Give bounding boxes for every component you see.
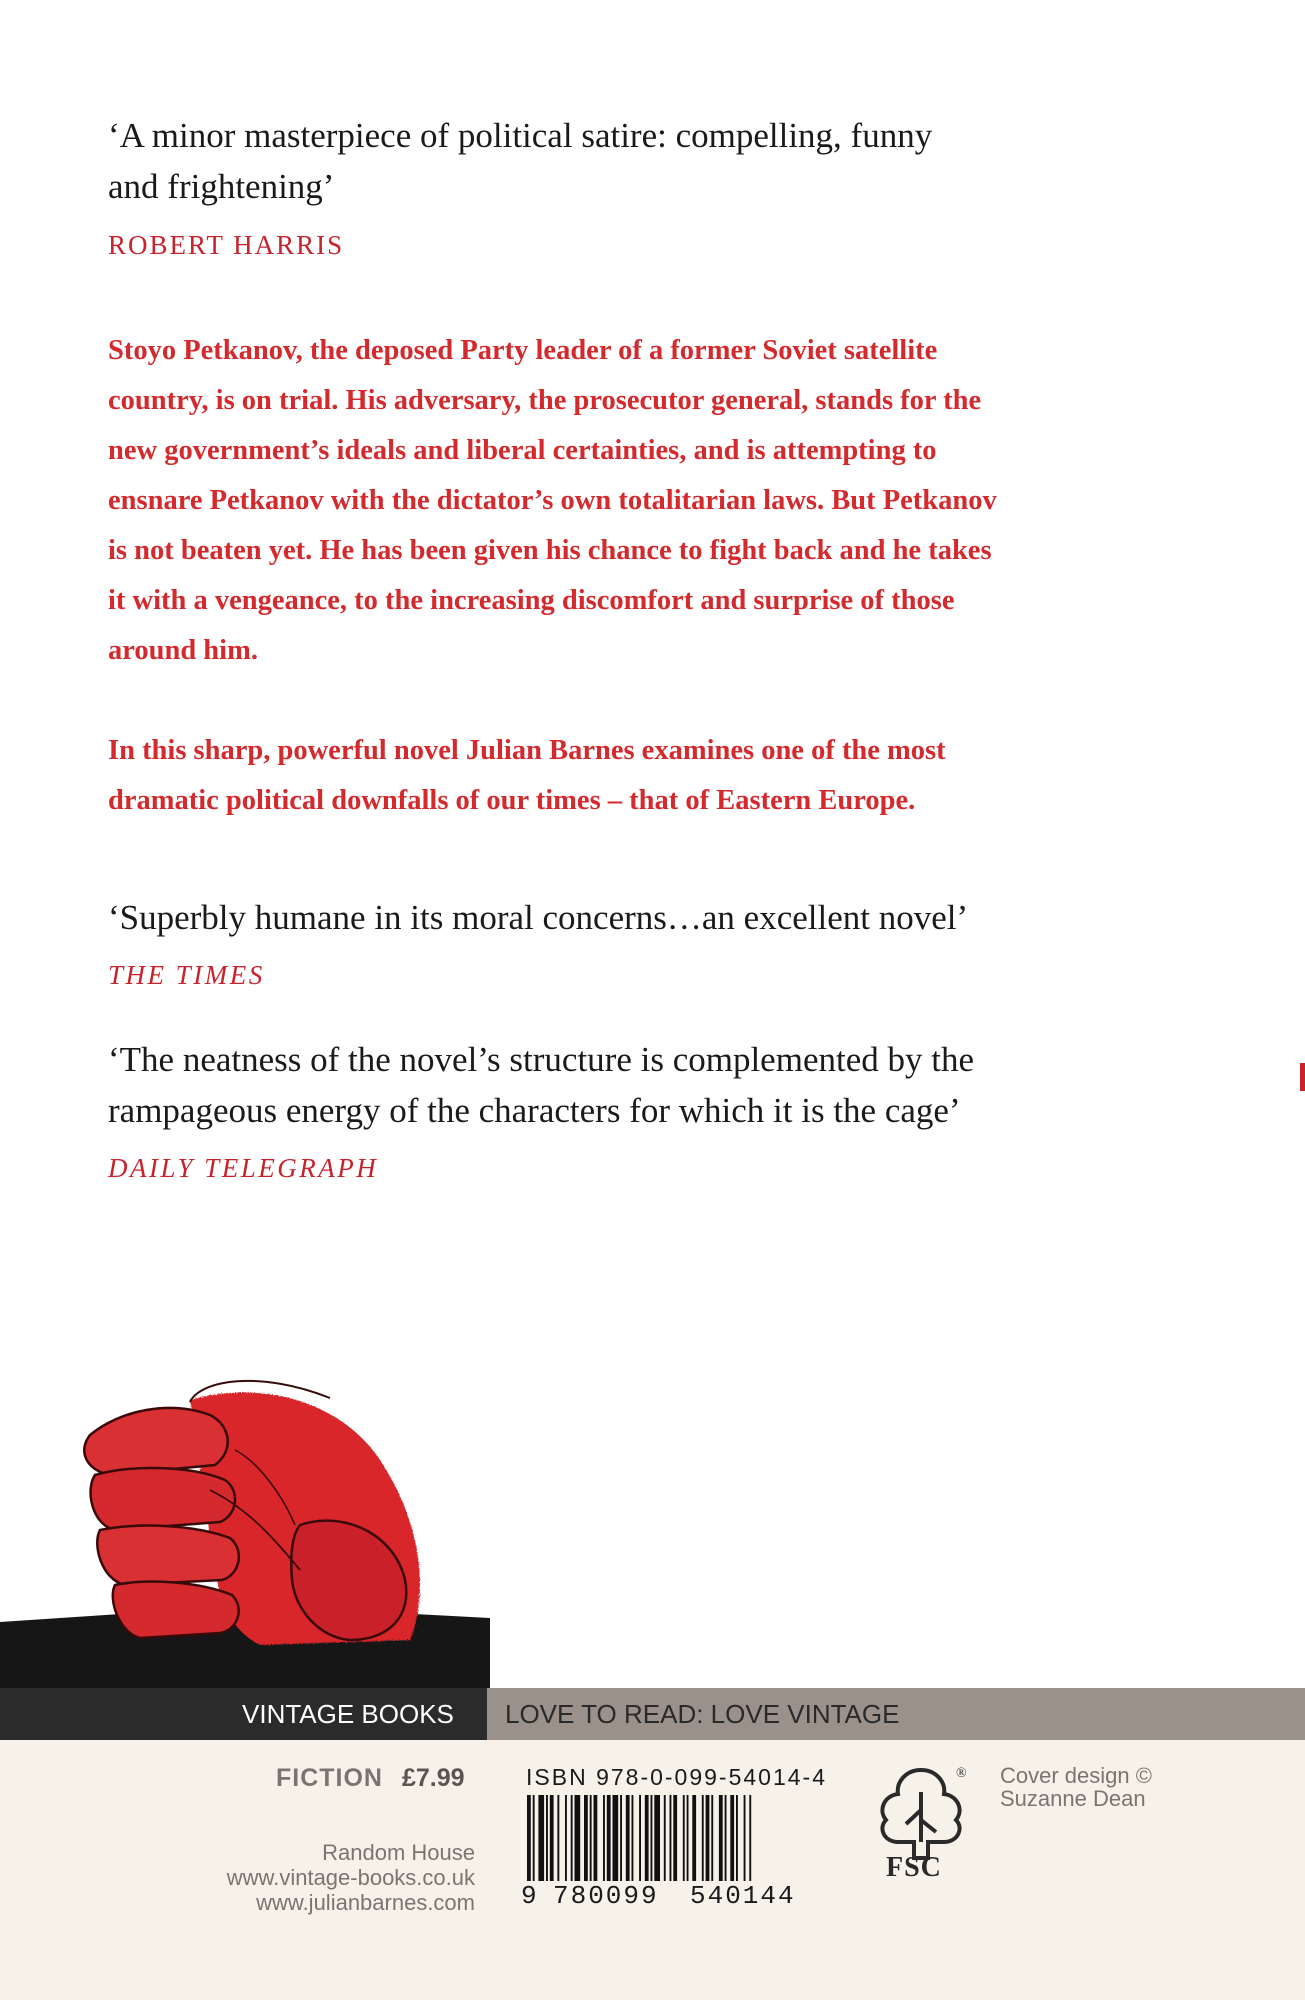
fsc-label: FSC <box>886 1852 942 1883</box>
publisher-website: www.vintage-books.co.uk <box>226 1865 475 1890</box>
quote-source-3: DAILY TELEGRAPH <box>108 1153 379 1183</box>
finger-shape <box>97 1526 239 1585</box>
quote-line: ‘A minor masterpiece of political satire: compelling, funny <box>108 116 933 155</box>
quote-source-2: THE TIMES <box>108 960 265 990</box>
red-fist-illustration <box>0 1340 500 1690</box>
cover-credit <box>1000 1764 1152 1810</box>
publisher-name: Random House <box>322 1840 475 1865</box>
slogan-label: LOVE TO READ: LOVE VINTAGE <box>505 1699 900 1729</box>
blurb-line: Stoyo Petkanov, the deposed Party leader of a former Soviet satellite <box>108 335 938 366</box>
quote-line: and frightening’ <box>108 167 335 206</box>
barcode-digits-group-1: 780099 <box>553 1881 659 1911</box>
price-label: £7.99 <box>402 1764 465 1792</box>
blurb-line: country, is on trial. His adversary, the prosecutor general, stands for the <box>108 385 982 416</box>
edge-mark <box>1300 1063 1305 1091</box>
finger-shape <box>113 1582 239 1638</box>
blurb-line: In this sharp, powerful novel Julian Barnes examines one of the most <box>108 735 946 766</box>
blurb-line: it with a vengeance, to the increasing discomfort and surprise of those <box>108 585 955 616</box>
isbn-label: ISBN 978-0-099-54014-4 <box>526 1764 827 1790</box>
blurb-paragraph-2 <box>108 726 1148 826</box>
blurb-paragraph-1 <box>108 326 1148 676</box>
blurb-line: around him. <box>108 635 258 666</box>
credit-line: Suzanne Dean <box>1000 1786 1146 1811</box>
barcode-digits-group-2: 540144 <box>690 1881 796 1911</box>
genre-label: FICTION <box>276 1764 383 1792</box>
author-website: www.julianbarnes.com <box>256 1890 475 1915</box>
barcode-digit-first: 9 <box>521 1881 539 1911</box>
blurb-line: dramatic political downfalls of our times – that of Eastern Europe. <box>108 785 916 816</box>
review-quote-2 <box>108 892 1108 943</box>
fsc-registered-mark: ® <box>956 1766 967 1781</box>
credit-line: Cover design © <box>1000 1763 1152 1788</box>
blurb-line: ensnare Petkanov with the dictator’s own totalitarian laws. But Petkanov <box>108 485 997 516</box>
review-quote-3 <box>108 1034 1108 1136</box>
imprint-label: VINTAGE BOOKS <box>242 1699 454 1729</box>
fsc-tree-check <box>906 1792 936 1842</box>
finger-shape <box>84 1408 227 1475</box>
review-quote-1 <box>108 110 1108 212</box>
quote-line: rampageous energy of the characters for which it is the cage’ <box>108 1091 961 1130</box>
finger-shape <box>91 1468 235 1530</box>
quote-line: ‘The neatness of the novel’s structure is complemented by the <box>108 1040 974 1079</box>
publisher-block <box>227 1840 475 1915</box>
blurb-line: new government’s ideals and liberal certainties, and is attempting to <box>108 435 937 466</box>
blurb-line: is not beaten yet. He has been given his chance to fight back and he takes <box>108 535 992 566</box>
quote-source-1: ROBERT HARRIS <box>108 230 345 260</box>
quote-line: ‘Superbly humane in its moral concerns…an excellent novel’ <box>108 898 969 937</box>
